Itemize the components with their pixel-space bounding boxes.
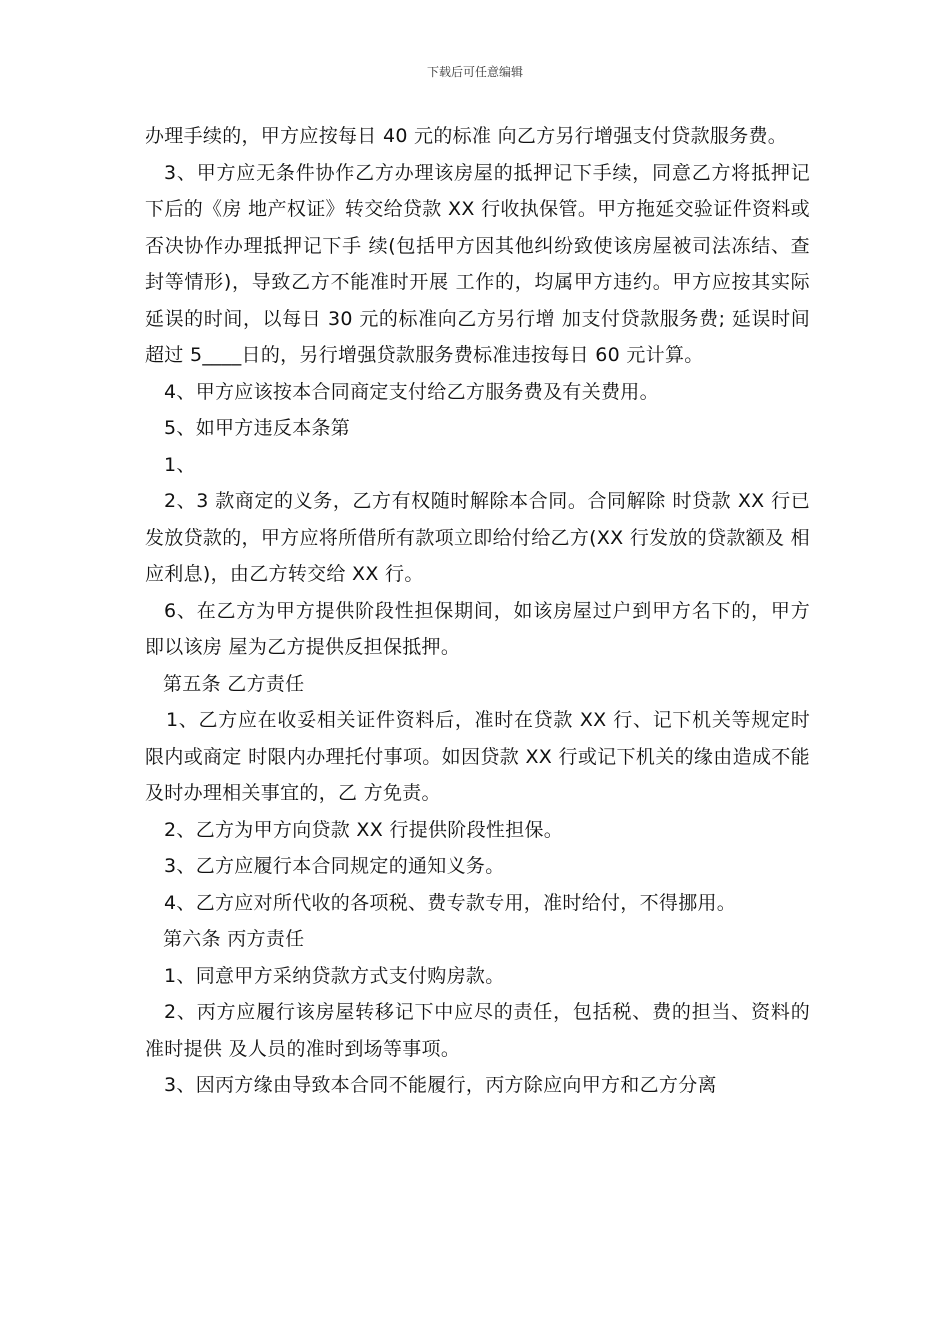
page-header: 下载后可任意编辑	[426, 65, 523, 79]
paragraph-item-2-termination: 2、3 款商定的义务，乙方有权随时解除本合同。合同解除 时贷款 XX 行已发放贷款的，甲方应将所借所有款项立即给付给乙方(XX 行发放的贷款额及 相应利息)，由乙方转交给 XX 行。	[145, 490, 810, 585]
section-heading-article-6: 第六条 丙方责任	[163, 928, 305, 950]
paragraph-clause-5-breach: 5、如甲方违反本条第	[164, 417, 351, 439]
paragraph-fee-continuation: 办理手续的，甲方应按每日 40 元的标准 向乙方另行增强支付贷款服务费。	[145, 125, 788, 147]
paragraph-party-b-duty-3: 3、乙方应履行本合同规定的通知义务。	[164, 855, 505, 877]
document-body	[145, 118, 810, 1104]
section-heading-article-5: 第五条 乙方责任	[163, 672, 305, 695]
paragraph-party-b-duty-2: 2、乙方为甲方向贷款 XX 行提供阶段性担保。	[164, 818, 564, 841]
paragraph-clause-4-payment: 4、甲方应该按本合同商定支付给乙方服务费及有关费用。	[164, 380, 659, 403]
paragraph-party-c-duty-3: 3、因丙方缘由导致本合同不能履行，丙方除应向甲方和乙方分离	[164, 1074, 717, 1096]
paragraph-item-1: 1、	[164, 453, 196, 476]
paragraph-clause-6-guarantee: 6、在乙方为甲方提供阶段性担保期间，如该房屋过户到甲方名下的，甲方即以该房 屋为乙方提供反担保抵押。	[145, 599, 810, 658]
paragraph-party-b-duty-1: 1、乙方应在收妥相关证件资料后，准时在贷款 XX 行、记下机关等规定时限内或商定 时限内办理托付事项。如因贷款 XX 行或记下机关的缘由造成不能及时办理相关事宜的，乙 方免责。	[145, 709, 810, 804]
paragraph-party-c-duty-1: 1、同意甲方采纳贷款方式支付购房款。	[164, 964, 505, 987]
paragraph-party-c-duty-2: 2、丙方应履行该房屋转移记下中应尽的责任，包括税、费的担当、资料的准时提供 及人员的准时到场等事项。	[145, 1001, 810, 1060]
paragraph-clause-3-mortgage: 3、甲方应无条件协作乙方办理该房屋的抵押记下手续，同意乙方将抵押记下后的《房 地产权证》转交给贷款 XX 行收执保管。甲方拖延交验证件资料或否决协作办理抵押记下手 续(包括甲方因其他纠纷致使该房屋被司法冻结、查封等情形)，导致乙方不能准时开展 工作的，均属甲方违约。甲方应按其实际延误的时间，以每日 30 元的标准向乙方另行增 加支付贷款服务费; 延误时间超过 5____日的，另行增强贷款服务费标准违按每日 60 元计算。	[145, 161, 810, 366]
paragraph-party-b-duty-4: 4、乙方应对所代收的各项税、费专款专用，准时给付，不得挪用。	[164, 891, 737, 914]
